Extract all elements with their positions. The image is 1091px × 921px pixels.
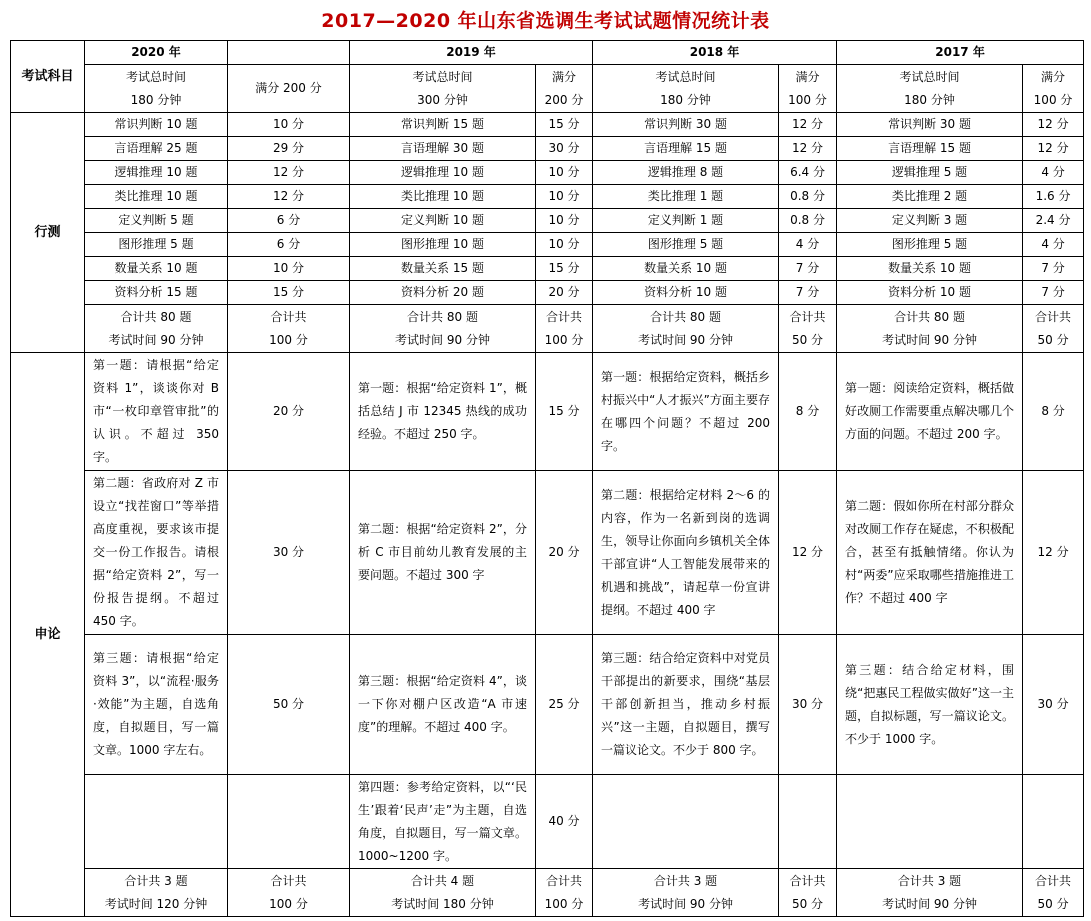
table-cell: 10 分 (228, 113, 350, 137)
subject-xingce: 行测 (11, 113, 85, 353)
table-cell: 常识判断 30 题 (837, 113, 1023, 137)
table-cell: 常识判断 30 题 (593, 113, 779, 137)
total-cell: 合计共 80 题 考试时间 90 分钟 (85, 305, 228, 353)
empty-cell (85, 775, 228, 869)
table-cell: 0.8 分 (779, 185, 837, 209)
question-cell: 第二题：省政府对 Z 市设立“找茬窗口”等举措高度重视，要求该市提交一份工作报告。请根据“给定资料 2”，写一份报告提纲。不超过 450 字。 (85, 471, 228, 635)
table-cell: 4 分 (1023, 161, 1084, 185)
table-cell: 10 分 (536, 209, 593, 233)
empty-cell (593, 775, 779, 869)
score-cell: 50 分 (228, 635, 350, 775)
table-cell: 15 分 (228, 281, 350, 305)
table-cell: 定义判断 5 题 (85, 209, 228, 233)
score-cell: 20 分 (228, 353, 350, 471)
table-cell: 逻辑推理 10 题 (85, 161, 228, 185)
total-cell: 合计共 80 题 考试时间 90 分钟 (593, 305, 779, 353)
shenlun-question-3-row (11, 635, 1084, 775)
xingce-total-row (11, 305, 1084, 353)
table-cell: 定义判断 3 题 (837, 209, 1023, 233)
question-cell: 第二题：假如你所在村部分群众对改厕工作存在疑虑，不积极配合，甚至有抵触情绪。你认为村“两委”应采取哪些措施推进工作？不超过 400 字 (837, 471, 1023, 635)
table-cell: 类比推理 10 题 (85, 185, 228, 209)
question-cell: 第一题：阅读给定资料，概括做好改厕工作需要重点解决哪几个方面的问题。不超过 200 字。 (837, 353, 1023, 471)
table-cell: 10 分 (536, 233, 593, 257)
year-2020-blank (228, 41, 350, 65)
table-cell: 图形推理 5 题 (593, 233, 779, 257)
table-cell: 数量关系 10 题 (85, 257, 228, 281)
year-2019: 2019 年 (350, 41, 593, 65)
table-cell: 12 分 (228, 161, 350, 185)
table-cell: 言语理解 30 题 (350, 137, 536, 161)
table-cell: 逻辑推理 10 题 (350, 161, 536, 185)
table-cell: 图形推理 10 题 (350, 233, 536, 257)
table-cell: 言语理解 15 题 (837, 137, 1023, 161)
subject-header: 考试科目 (11, 41, 85, 113)
total-cell: 合计共 50 分 (779, 869, 837, 917)
question-cell: 第三题：结合给定资料中对党员干部提出的新要求，围绕“基层干部创新担当，推动乡村振兴”这一主题，自拟题目，撰写一篇议论文。不少于 800 字。 (593, 635, 779, 775)
table-cell: 12 分 (1023, 137, 1084, 161)
table-cell: 7 分 (779, 281, 837, 305)
table-cell: 15 分 (536, 113, 593, 137)
total-time-2018: 考试总时间 180 分钟 (593, 65, 779, 113)
table-cell: 7 分 (779, 257, 837, 281)
table-cell: 数量关系 15 题 (350, 257, 536, 281)
table-cell: 12 分 (1023, 113, 1084, 137)
table-cell: 0.8 分 (779, 209, 837, 233)
page-title: 2017—2020 年山东省选调生考试试题情况统计表 (321, 10, 770, 32)
question-cell: 第一题：请根据“给定资料 1”，谈谈你对 B 市“一枚印章管审批”的认识。不超过 350 字。 (85, 353, 228, 471)
table-cell: 资料分析 10 题 (837, 281, 1023, 305)
total-cell: 合计共 50 分 (1023, 869, 1084, 917)
table-cell: 图形推理 5 题 (837, 233, 1023, 257)
year-header-row (11, 41, 1084, 65)
shenlun-question-1-row (11, 353, 1084, 471)
table-cell: 常识判断 10 题 (85, 113, 228, 137)
table-cell: 言语理解 25 题 (85, 137, 228, 161)
table-cell: 6 分 (228, 233, 350, 257)
table-cell: 6 分 (228, 209, 350, 233)
table-cell: 逻辑推理 8 题 (593, 161, 779, 185)
total-cell: 合计共 100 分 (228, 869, 350, 917)
empty-cell (779, 775, 837, 869)
score-cell: 40 分 (536, 775, 593, 869)
year-2017: 2017 年 (837, 41, 1084, 65)
table-cell: 定义判断 1 题 (593, 209, 779, 233)
table-cell: 20 分 (536, 281, 593, 305)
year-2020: 2020 年 (85, 41, 228, 65)
year-2018: 2018 年 (593, 41, 837, 65)
question-cell: 第一题：根据“给定资料 1”，概括总结 J 市 12345 热线的成功经验。不超过 250 字。 (350, 353, 536, 471)
table-row (11, 281, 1084, 305)
empty-cell (228, 775, 350, 869)
table-cell: 10 分 (228, 257, 350, 281)
total-cell: 合计共 80 题 考试时间 90 分钟 (837, 305, 1023, 353)
statistics-table (10, 40, 1084, 917)
table-row (11, 113, 1084, 137)
table-cell: 10 分 (536, 161, 593, 185)
score-cell: 8 分 (779, 353, 837, 471)
question-cell: 第一题：根据给定资料，概括乡村振兴中“人才振兴”方面主要存在哪四个问题？不超过 200 字。 (593, 353, 779, 471)
total-cell: 合计共 3 题 考试时间 120 分钟 (85, 869, 228, 917)
shenlun-question-2-row (11, 471, 1084, 635)
score-cell: 30 分 (228, 471, 350, 635)
table-cell: 7 分 (1023, 257, 1084, 281)
total-header-row (11, 65, 1084, 113)
question-cell: 第三题：结合给定材料，围绕“把惠民工程做实做好”这一主题，自拟标题，写一篇议论文。不少于 1000 字。 (837, 635, 1023, 775)
table-body (11, 41, 1084, 917)
table-cell: 类比推理 10 题 (350, 185, 536, 209)
table-row (11, 257, 1084, 281)
empty-cell (837, 775, 1023, 869)
table-cell: 常识判断 15 题 (350, 113, 536, 137)
table-cell: 定义判断 10 题 (350, 209, 536, 233)
table-row (11, 161, 1084, 185)
total-score-2020: 满分 200 分 (228, 65, 350, 113)
score-cell: 30 分 (1023, 635, 1084, 775)
question-cell: 第二题：根据给定材料 2～6 的内容，作为一名新到岗的选调生，领导让你面向乡镇机关全体干部宣讲“人工智能发展带来的机遇和挑战”，请起草一份宣讲提纲。不超过 400 字 (593, 471, 779, 635)
score-cell: 12 分 (779, 471, 837, 635)
total-cell: 合计共 50 分 (779, 305, 837, 353)
total-cell: 合计共 3 题 考试时间 90 分钟 (837, 869, 1023, 917)
total-score-2018: 满分 100 分 (779, 65, 837, 113)
total-score-2017: 满分 100 分 (1023, 65, 1084, 113)
total-cell: 合计共 100 分 (536, 869, 593, 917)
table-cell: 4 分 (1023, 233, 1084, 257)
score-cell: 8 分 (1023, 353, 1084, 471)
score-cell: 30 分 (779, 635, 837, 775)
table-cell: 6.4 分 (779, 161, 837, 185)
score-cell: 15 分 (536, 353, 593, 471)
total-cell: 合计共 4 题 考试时间 180 分钟 (350, 869, 536, 917)
total-time-2017: 考试总时间 180 分钟 (837, 65, 1023, 113)
question-cell: 第二题：根据“给定资料 2”，分析 C 市目前幼儿教育发展的主要问题。不超过 300 字 (350, 471, 536, 635)
table-cell: 数量关系 10 题 (837, 257, 1023, 281)
total-cell: 合计共 80 题 考试时间 90 分钟 (350, 305, 536, 353)
shenlun-total-row (11, 869, 1084, 917)
score-cell: 12 分 (1023, 471, 1084, 635)
table-cell: 类比推理 1 题 (593, 185, 779, 209)
table-cell: 数量关系 10 题 (593, 257, 779, 281)
total-time-2020: 考试总时间 180 分钟 (85, 65, 228, 113)
table-cell: 类比推理 2 题 (837, 185, 1023, 209)
empty-cell (1023, 775, 1084, 869)
table-cell: 12 分 (779, 113, 837, 137)
table-cell: 资料分析 15 题 (85, 281, 228, 305)
table-cell: 12 分 (779, 137, 837, 161)
table-cell: 1.6 分 (1023, 185, 1084, 209)
table-cell: 资料分析 20 题 (350, 281, 536, 305)
table-cell: 30 分 (536, 137, 593, 161)
table-cell: 4 分 (779, 233, 837, 257)
table-row (11, 209, 1084, 233)
total-cell: 合计共 100 分 (536, 305, 593, 353)
total-score-2019: 满分 200 分 (536, 65, 593, 113)
question-cell: 第三题：根据“给定资料 4”，谈一下你对棚户区改造“A 市速度”的理解。不超过 400 字。 (350, 635, 536, 775)
score-cell: 25 分 (536, 635, 593, 775)
subject-shenlun: 申论 (11, 353, 85, 917)
shenlun-question-4-row (11, 775, 1084, 869)
table-cell: 15 分 (536, 257, 593, 281)
total-time-2019: 考试总时间 300 分钟 (350, 65, 536, 113)
question-cell: 第四题：参考给定资料，以“‘民生’跟着‘民声’走”为主题，自选角度，自拟题目，写一篇文章。1000~1200 字。 (350, 775, 536, 869)
table-cell: 逻辑推理 5 题 (837, 161, 1023, 185)
table-cell: 图形推理 5 题 (85, 233, 228, 257)
total-cell: 合计共 100 分 (228, 305, 350, 353)
table-cell: 言语理解 15 题 (593, 137, 779, 161)
table-row (11, 137, 1084, 161)
total-cell: 合计共 50 分 (1023, 305, 1084, 353)
score-cell: 20 分 (536, 471, 593, 635)
table-cell: 10 分 (536, 185, 593, 209)
table-cell: 7 分 (1023, 281, 1084, 305)
table-cell: 2.4 分 (1023, 209, 1084, 233)
table-row (11, 185, 1084, 209)
question-cell: 第三题：请根据“给定资料 3”，以“流程·服务·效能”为主题，自选角度，自拟题目，写一篇文章。1000 字左右。 (85, 635, 228, 775)
table-cell: 资料分析 10 题 (593, 281, 779, 305)
table-cell: 12 分 (228, 185, 350, 209)
table-row (11, 233, 1084, 257)
total-cell: 合计共 3 题 考试时间 90 分钟 (593, 869, 779, 917)
table-cell: 29 分 (228, 137, 350, 161)
